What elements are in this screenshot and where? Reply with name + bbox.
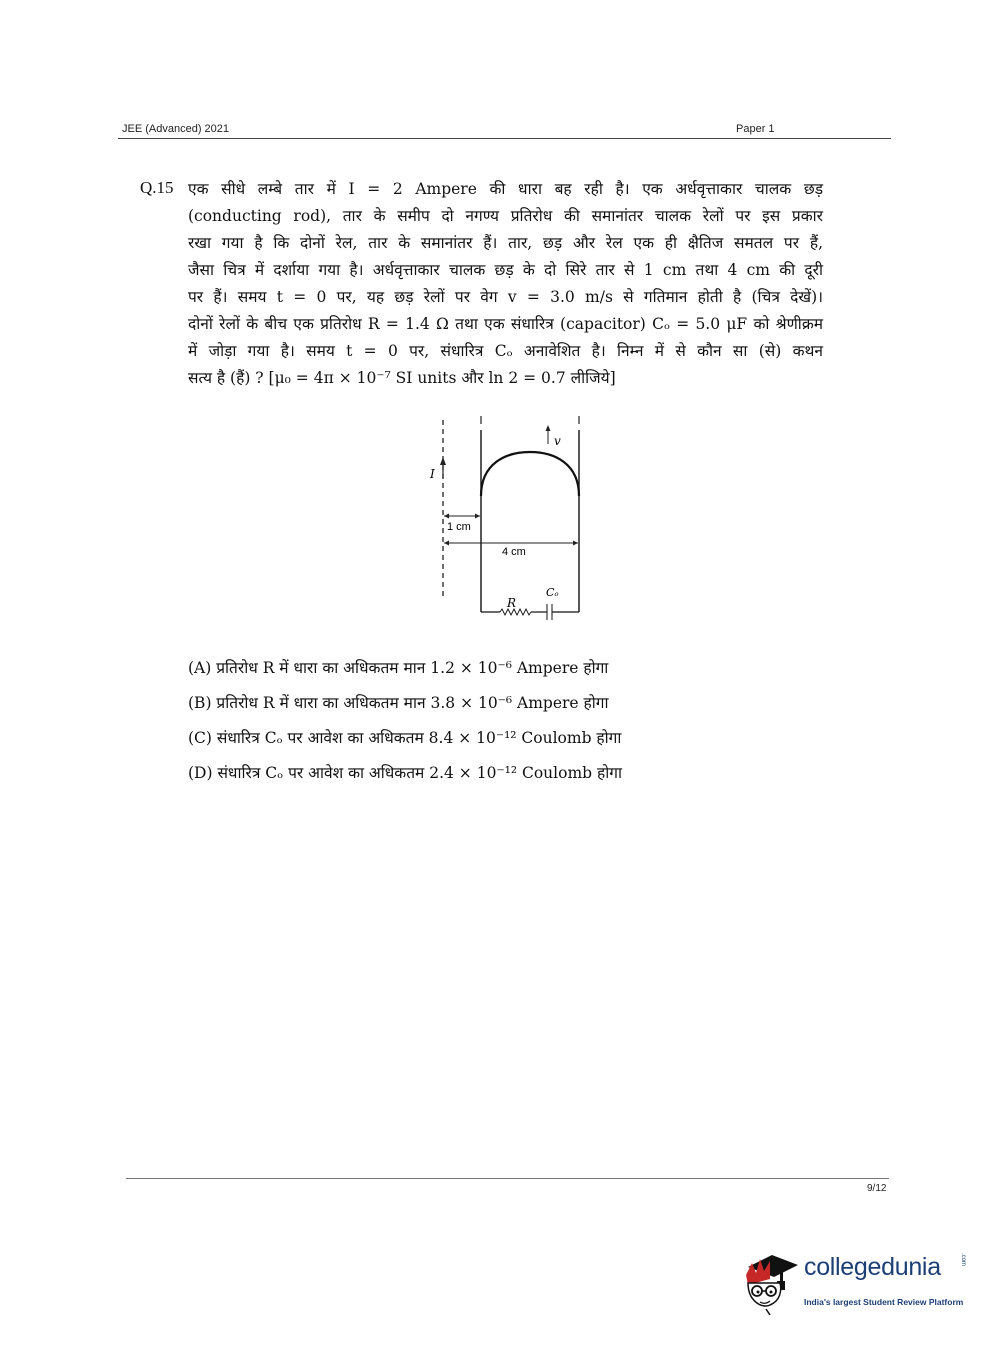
dimension-1cm-arrow-left	[444, 514, 449, 519]
option-c: (C) संधारित्र Cₒ पर आवेश का अधिकतम 8.4 × 10⁻¹² Coulomb होगा	[188, 729, 622, 747]
question-line-4: जैसा चित्र में दर्शाया गया है। अर्धवृत्ताकार चालक छड़ के दो सिरे तार से 1 cm तथा 4 cm की दूरी	[188, 261, 823, 279]
dimension-4cm-label: 4 cm	[502, 546, 526, 558]
collegedunia-logo	[740, 1245, 975, 1320]
mascot-icon	[740, 1245, 802, 1315]
question-line-8: सत्य है (हैं) ? [μ₀ = 4π × 10⁻⁷ SI units और ln 2 = 0.7 लीजिये]	[188, 369, 616, 387]
current-arrow-head	[440, 457, 446, 465]
current-label: I	[430, 467, 435, 481]
question-line-5: पर हैं। समय t = 0 पर, यह छड़ रेलों पर वेग v = 3.0 m/s से गतिमान होती है (चित्र देखें)।	[188, 288, 823, 306]
dimension-1cm-arrow-right	[475, 514, 480, 519]
logo-suffix: .com	[960, 1253, 966, 1267]
footer-rule	[126, 1178, 889, 1179]
header-paper-label: Paper 1	[736, 123, 775, 135]
dimension-4cm-arrow-left	[444, 541, 449, 546]
semicircular-rod	[481, 452, 579, 496]
header-exam-title: JEE (Advanced) 2021	[122, 123, 230, 135]
question-line-1: एक सीधे लम्बे तार में I = 2 Ampere की धारा बह रही है। एक अर्धवृत्ताकार चालक छड़	[188, 180, 823, 198]
option-a: (A) प्रतिरोध R में धारा का अधिकतम मान 1.2 × 10⁻⁶ Ampere होगा	[188, 659, 609, 677]
question-line-3: रखा गया है कि दोनों रेल, तार के समानांतर हैं। तार, छड़ और रेल एक ही क्षैतिज समतल पर हैं,	[188, 234, 823, 252]
question-line-2: (conducting rod), तार के समीप दो नगण्य प्रतिरोध की समानांतर चालक रेलों पर इस प्रकार	[188, 207, 823, 225]
question-number: Q.15	[140, 178, 174, 197]
question-line-7: में जोड़ा गया है। समय t = 0 पर, संधारित्र Cₒ अनावेशित है। निम्न में से कौन सा (से) कथन	[188, 342, 823, 360]
logo-tagline: India's largest Student Review Platform	[804, 1297, 964, 1307]
circuit-figure	[420, 412, 590, 624]
option-d: (D) संधारित्र Cₒ पर आवेश का अधिकतम 2.4 × 10⁻¹² Coulomb होगा	[188, 764, 622, 782]
question-line-6: दोनों रेलों के बीच एक प्रतिरोध R = 1.4 Ω तथा एक संधारित्र (capacitor) Cₒ = 5.0 μF को श्रेणीक्रम	[188, 315, 823, 333]
capacitor-label: Cₒ	[546, 586, 559, 599]
logo-wordmark: collegedunia	[804, 1253, 941, 1281]
dimension-1cm-label: 1 cm	[447, 521, 471, 533]
header-rule	[118, 138, 891, 139]
velocity-label: v	[554, 434, 561, 448]
velocity-arrow-head	[546, 425, 551, 431]
dimension-4cm-arrow-right	[573, 541, 578, 546]
option-b: (B) प्रतिरोध R में धारा का अधिकतम मान 3.8 × 10⁻⁶ Ampere होगा	[188, 694, 609, 712]
resistor-label: R	[507, 596, 517, 610]
page-number: 9/12	[867, 1183, 887, 1194]
